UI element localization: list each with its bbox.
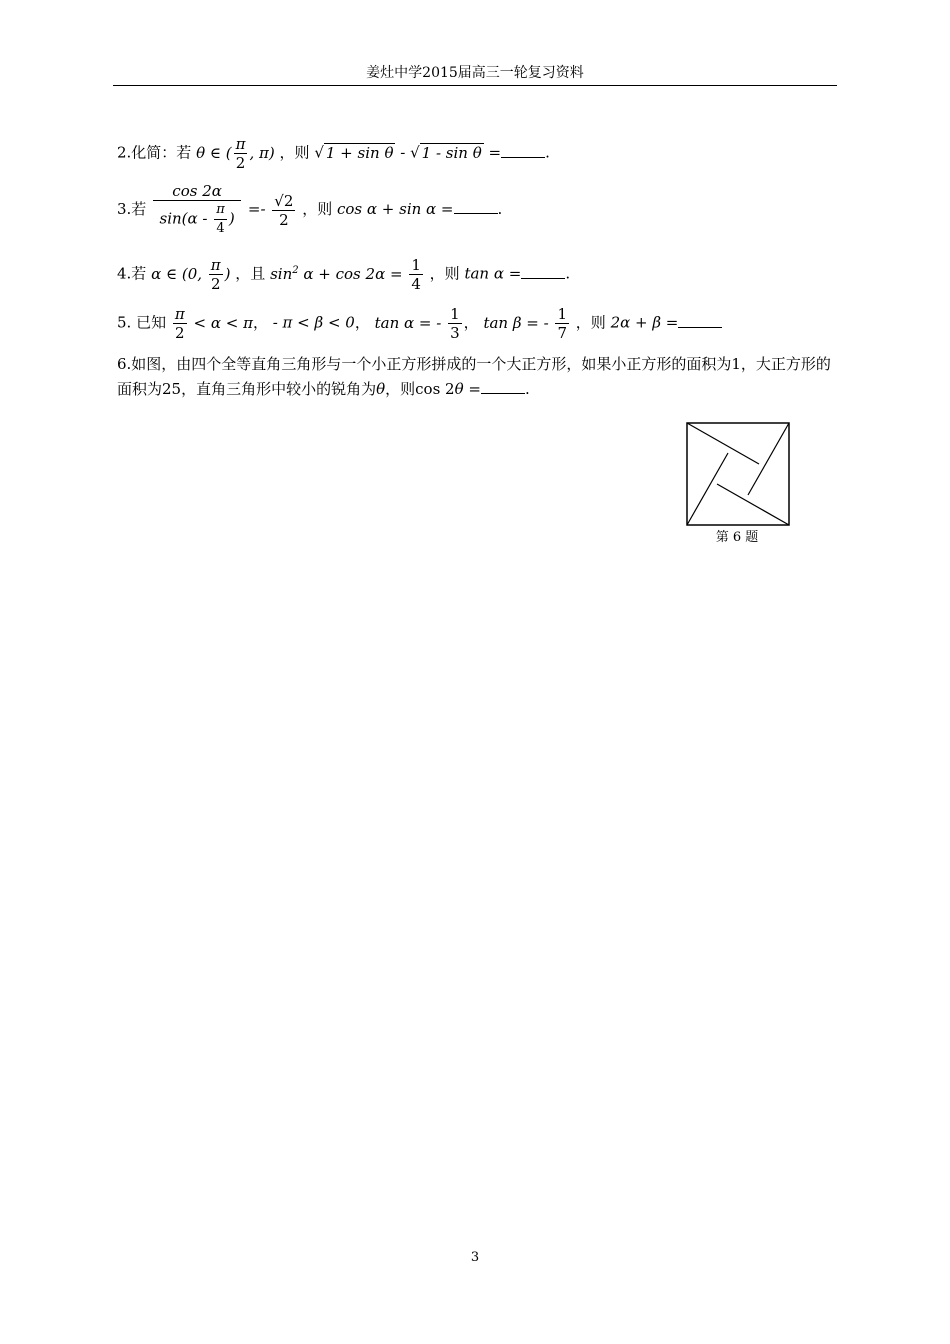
q6-expression: cos 2θ =: [415, 380, 481, 398]
q3-expression: cos α + sin α =: [336, 200, 454, 218]
q3-then: ，则: [302, 200, 333, 218]
q3-fraction: cos 2α sin(α - $\frac{\pi}{4}$ ): [153, 182, 241, 238]
q5-expression: 2α + β =: [610, 313, 679, 332]
q2-then: ，则: [279, 143, 310, 162]
q2-condition: θ ∈ ( $\frac{\pi}{2}$ , π): [196, 135, 275, 172]
figure-caption: 第 6 题: [715, 530, 759, 545]
q5-tan-beta: tan β = - $\frac{1}{7}$: [483, 305, 567, 342]
triangle-edge-3: [717, 484, 789, 525]
header-rule: [113, 85, 837, 86]
triangle-edge-4: [687, 453, 728, 525]
question-5: 5. 已知 $\frac{\pi}{2}$ < α < π， - π < β < 0， tan α = - $\frac{1}{3}$ ， tan β = - $\frac{1}{7}$ ，则 2α + β =: [117, 305, 722, 342]
q6-answer-blank: [481, 379, 525, 394]
outer-square: [687, 423, 789, 525]
page-number: 3: [470, 1250, 480, 1265]
q5-tan-alpha: tan α = - $\frac{1}{3}$: [374, 305, 460, 342]
q4-then: ，则: [429, 264, 460, 283]
pinwheel-square-figure: [686, 422, 790, 526]
q4-equation: $\sin^2 \alpha + \cos 2\alpha$ = $\frac{1}{4}$: [270, 256, 421, 293]
q2-answer-blank: [501, 143, 545, 158]
q4-prefix: 4.若: [117, 264, 147, 283]
page-header: 姜灶中学2015届高三一轮复习资料: [366, 65, 584, 81]
q4-and: ，且: [235, 264, 266, 283]
q3-answer-blank: [454, 199, 498, 214]
q2-prefix: 2.化简：若: [117, 143, 192, 162]
q5-prefix: 5. 已知: [117, 313, 167, 332]
q4-expression: tan α =: [464, 264, 522, 283]
question-2: 2.化简：若 θ ∈ ( $\frac{\pi}{2}$ , π) ，则 √ 1 + sin θ - √ 1 - sin θ = .: [117, 135, 550, 172]
triangle-edge-1: [687, 423, 759, 464]
question-6: 6.如图，由四个全等直角三角形与一个小正方形拼成的一个大正方形，如果小正方形的面积为1，大正方形的面积为25，直角三角形中较小的锐角为θ，则cos 2θ = .: [117, 355, 831, 398]
q4-answer-blank: [521, 264, 565, 279]
question-3: 3.若 cos 2α sin(α - $\frac{\pi}{4}$ ) =- $\frac{√2}{2}$ ，则 cos α + sin α = .: [117, 182, 503, 236]
q5-answer-blank: [678, 313, 722, 328]
q4-condition: α ∈ (0, $\frac{\pi}{2}$ ): [151, 256, 231, 293]
q5-then: ，则: [575, 313, 606, 332]
question-4: 4.若 α ∈ (0, $\frac{\pi}{2}$ ) ，且 $\sin^2 \alpha + \cos 2\alpha$ = $\frac{1}{4}$ ，则 tan α = .: [117, 256, 571, 293]
q5-condition-1: $\frac{\pi}{2}$ < α < π: [174, 305, 253, 342]
q6-text: 6.如图，由四个全等直角三角形与一个小正方形拼成的一个大正方形，如果小正方形的面积为1，大正方形的面积为25，直角三角形中较小的锐角为: [117, 355, 831, 398]
triangle-edge-2: [748, 423, 789, 495]
q5-condition-2: - π < β < 0: [272, 313, 355, 332]
q2-expression: √ 1 + sin θ - √ 1 - sin θ =: [314, 143, 502, 162]
q3-prefix: 3.若: [117, 200, 147, 218]
q3-rhs: $\frac{√2}{2}$: [274, 191, 294, 229]
